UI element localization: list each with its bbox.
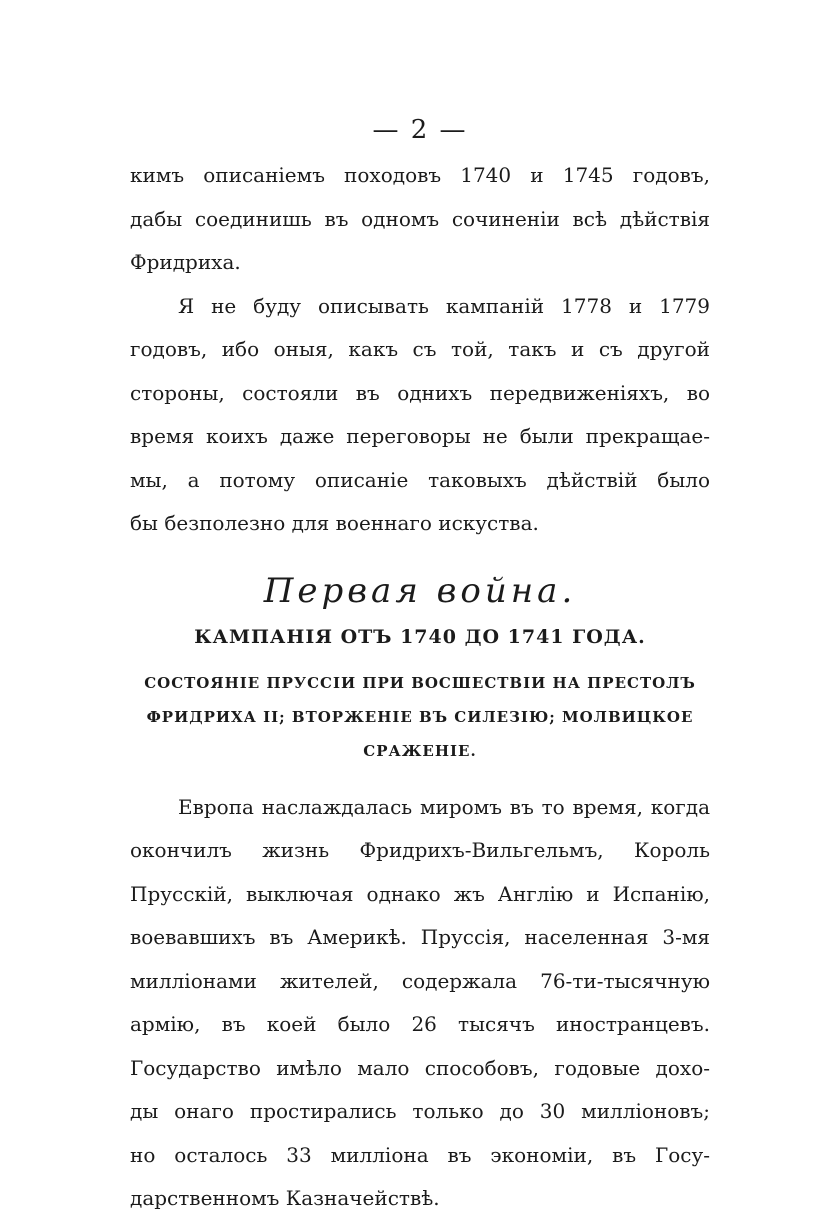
text-line: Государство имѣло мало способовъ, годовые дохо- <box>130 1055 710 1080</box>
text-line: Прусскій, выключая однако жъ Англію и Испанію, <box>130 881 710 906</box>
text-line: годовъ, ибо оныя, какъ съ той, такъ и съ другой <box>130 337 710 361</box>
text-line: Я не буду описывать кампаній 1778 и 1779 <box>178 293 710 318</box>
text-line: стороны, состояли въ однихъ передвиженіяхъ, во <box>130 380 710 405</box>
chapter-title: КАМПАНІЯ ОТЪ 1740 ДО 1741 ГОДА. <box>194 625 646 648</box>
book-page <box>130 112 710 1221</box>
text-line: мы, а потому описаніе таковыхъ дѣйствій было <box>130 467 710 492</box>
summary-line: СРАЖЕНІЕ. <box>363 741 477 760</box>
text-line: милліонами жителей, содержала 76-ти-тысячную <box>130 968 710 993</box>
text-line: Европа наслаждалась миромъ въ то время, когда <box>178 794 710 819</box>
summary-line: ФРИДРИХА II; ВТОРЖЕНІЕ ВЪ СИЛЕЗІЮ; МОЛВИЦКОЕ <box>146 707 694 726</box>
text-line: Фридриха. <box>130 250 241 274</box>
text-line: бы безполезно для военнаго искуства. <box>130 511 539 535</box>
text-line: время коихъ даже переговоры не были прекращае- <box>130 424 710 448</box>
page-number: — 2 — <box>372 115 468 145</box>
text-line: окончилъ жизнь Фридрихъ-Вильгельмъ, Король <box>130 838 710 862</box>
text-line: ды онаго простирались только до 30 милліоновъ; <box>130 1099 710 1123</box>
text-line: дабы соединишь въ одномъ сочиненіи всѣ дѣйствія <box>130 206 710 231</box>
text-line: кимъ описаніемъ походовъ 1740 и 1745 годовъ, <box>130 163 710 187</box>
text-line: дарственномъ Казначействѣ. <box>130 1186 440 1210</box>
text-line: воевавшихъ въ Америкѣ. Пруссія, населенная 3-мя <box>130 925 710 949</box>
summary-line: СОСТОЯНІЕ ПРУССІИ ПРИ ВОСШЕСТВІИ НА ПРЕСТОЛЪ <box>144 673 696 692</box>
chapter-summary <box>130 666 710 768</box>
text-line: армію, въ коей было 26 тысячъ иностранцевъ. <box>130 1012 710 1036</box>
text-line: но осталось 33 милліона въ экономіи, въ Госу- <box>130 1142 710 1167</box>
paragraph-campaigns <box>130 285 710 546</box>
continuation-text <box>130 154 710 285</box>
paragraph-europe <box>130 786 710 1221</box>
section-title: Первая война. <box>263 570 577 611</box>
